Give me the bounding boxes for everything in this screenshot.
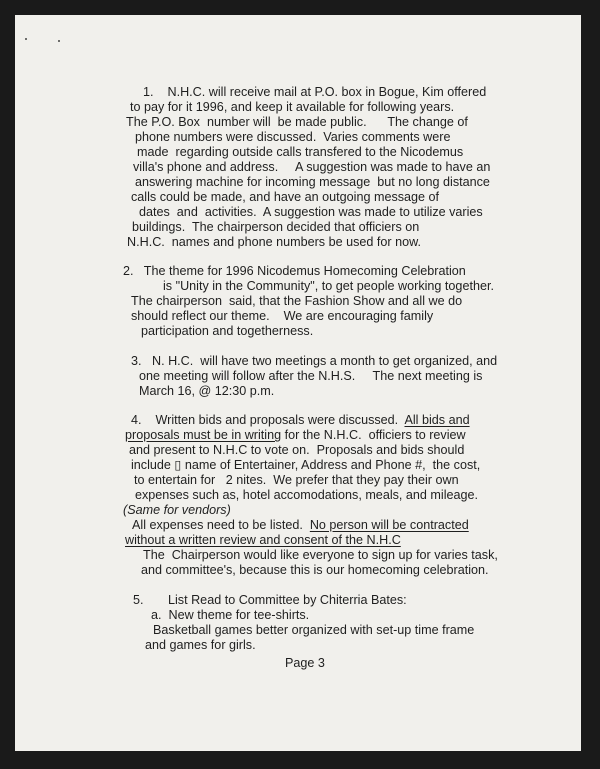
section-2-line: is "Unity in the Community", to get people working together. xyxy=(163,279,494,293)
section-2-line: 2. The theme for 1996 Nicodemus Homecoming Celebration xyxy=(123,264,466,278)
section-1-line: answering machine for incoming message but no long distance xyxy=(135,175,490,189)
section-4-line: include ▯ name of Entertainer, Address and Phone #, the cost, xyxy=(131,458,481,472)
section-2-line: participation and togetherness. xyxy=(141,324,314,338)
section-4-line xyxy=(131,413,470,428)
section-5-line: 5. List Read to Committee by Chiterria Bates: xyxy=(133,593,407,607)
section-4-line: and committee's, because this is our homecoming celebration. xyxy=(141,563,489,577)
section-4-line xyxy=(132,518,469,533)
section-5-line: a. New theme for tee-shirts. xyxy=(151,608,310,622)
section-3-line: 3. N. H.C. will have two meetings a month to get organized, and xyxy=(131,354,498,368)
section-5-line: Basketball games better organized with set-up time frame xyxy=(153,623,475,637)
section-1-line: villa's phone and address. A suggestion was made to have an xyxy=(133,160,491,174)
section-4-line: and present to N.H.C to vote on. Proposals and bids should xyxy=(129,443,465,457)
vendors-note: (Same for vendors) xyxy=(123,503,231,517)
section-4-line xyxy=(125,428,466,443)
document-page xyxy=(15,15,581,751)
section-3-line: March 16, @ 12:30 p.m. xyxy=(139,384,275,398)
section-4-line: to entertain for 2 nites. We prefer that they pay their own xyxy=(134,473,459,487)
section-4-text: 4. Written bids and proposals were discussed. xyxy=(131,413,405,427)
section-2-line: should reflect our theme. We are encouraging family xyxy=(131,309,434,323)
section-1-line: buildings. The chairperson decided that officiers on xyxy=(132,220,420,234)
section-1-line: dates and activities. A suggestion was made to utilize varies xyxy=(139,205,483,219)
section-2-line: The chairperson said, that the Fashion Show and all we do xyxy=(131,294,463,308)
section-4-text: for the N.H.C. officiers to review xyxy=(281,428,466,442)
page-number: Page 3 xyxy=(285,656,325,670)
section-1-line: N.H.C. names and phone numbers be used for now. xyxy=(127,235,422,249)
underlined-text: proposals must be in writing xyxy=(125,428,282,442)
underlined-text: All bids and xyxy=(404,413,470,427)
section-3-line: one meeting will follow after the N.H.S. The next meeting is xyxy=(139,369,483,383)
section-4-line: expenses such as, hotel accomodations, meals, and mileage. xyxy=(135,488,479,502)
section-4-line: The Chairperson would like everyone to sign up for varies task, xyxy=(143,548,498,562)
section-1-line: to pay for it 1996, and keep it available for following years. xyxy=(130,100,455,114)
section-1-line: calls could be made, and have an outgoing message of xyxy=(131,190,440,204)
section-5-line: and games for girls. xyxy=(145,638,256,652)
section-1-line: 1. N.H.C. will receive mail at P.O. box in Bogue, Kim offered xyxy=(143,85,487,99)
underlined-text: No person will be contracted xyxy=(309,518,469,532)
underlined-text: without a written review and consent of the N.H.C xyxy=(125,533,401,547)
section-1-line: The P.O. Box number will be made public. The change of xyxy=(126,115,468,129)
speck-mark xyxy=(58,40,60,42)
section-4-text: All expenses need to be listed. xyxy=(132,518,310,532)
section-1-line: made regarding outside calls transfered to the Nicodemus xyxy=(137,145,464,159)
speck-mark xyxy=(25,38,27,40)
section-1-line: phone numbers were discussed. Varies comments were xyxy=(135,130,451,144)
